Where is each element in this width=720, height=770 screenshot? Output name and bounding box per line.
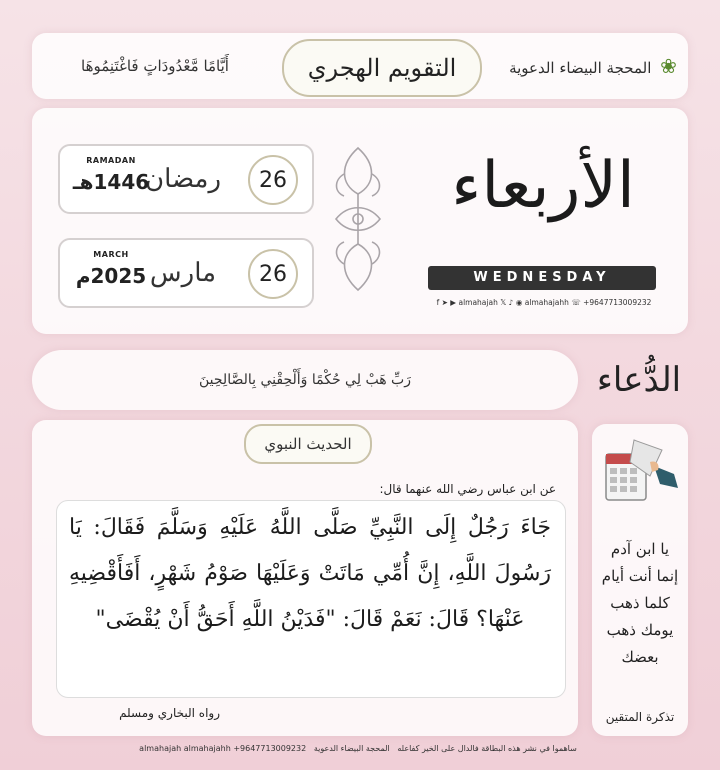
calendar-page-icon [600, 432, 680, 506]
reminder-panel [592, 424, 688, 736]
phone-number[interactable]: +9647713009232 [583, 298, 652, 307]
reminder-line: يا ابن آدم [610, 540, 670, 558]
footer [130, 740, 586, 758]
gregorian-month: مارس [149, 258, 217, 288]
footer-phone[interactable]: +9647713009232 [233, 744, 307, 753]
hadith-text: جَاءَ رَجُلٌ إِلَى النَّبِيِّ صَلَّى اللَّهُ عَلَيْهِ وَسَلَّمَ فَقَالَ: يَا رَسُولَ اللَّهِ، إِنَّ أُمِّي مَاتَتْ وَعَلَيْهَا صَوْمُ شَهْرٍ، أَفَأَقْضِيهِ عَنْهَا؟ قَالَ: نَعَمْ قَالَ: "فَدَيْنُ اللَّهِ أَحَقُّ أَنْ يُقْضَى" [69, 515, 551, 632]
hijri-date-box [58, 144, 314, 214]
instagram-icon[interactable]: ◉ [515, 298, 523, 307]
weekday-arabic: الأربعاء [451, 149, 635, 223]
social-handle-2[interactable]: almahajahh [524, 298, 569, 307]
footer-note: ساهموا في نشر هذه البطاقة فالدال على الخير كفاعله [397, 744, 577, 753]
reminder-line: يومك ذهب [606, 621, 674, 639]
gregorian-date-box [58, 238, 314, 308]
telegram-icon[interactable]: ➤ [441, 298, 448, 307]
header-logo [508, 47, 678, 85]
logo-mark-icon: ❀ [660, 54, 677, 78]
header-verse: أَيَّامًا مَّعْدُودَاتٍ فَاغْتَنِمُوهَا [81, 57, 229, 75]
hijri-month-en: RAMADAN [86, 156, 136, 165]
reminder-text [596, 536, 684, 671]
youtube-icon[interactable]: ▶ [450, 298, 457, 307]
gregorian-year: 2025م [75, 264, 147, 288]
hadith-title: الحديث النبوي [244, 424, 372, 464]
header-panel [32, 33, 688, 99]
reminder-caption: تذكرة المتقين [605, 710, 675, 724]
hadith-box [56, 500, 566, 698]
footer-handle[interactable]: almahajah [139, 744, 182, 753]
calendar-title: التقويم الهجري [282, 39, 482, 97]
hijri-day: 26 [248, 155, 298, 205]
reminder-line: بعضك [621, 648, 659, 666]
weekday-english: WEDNESDAY [428, 266, 656, 290]
dua-panel [32, 350, 578, 410]
footer-logo-text: المحجة البيضاء الدعوية [313, 744, 390, 753]
social-links [424, 298, 664, 312]
tiktok-icon[interactable]: ♪ [508, 298, 514, 307]
facebook-icon[interactable]: f [436, 298, 440, 307]
hadith-source: رواه البخاري ومسلم [119, 706, 220, 720]
reminder-line: إنما أنت أيام [601, 567, 679, 585]
whatsapp-icon[interactable]: ☏ [571, 298, 581, 307]
hijri-month: رمضان [144, 164, 222, 194]
gregorian-day: 26 [248, 249, 298, 299]
reminder-line: كلما ذهب [610, 594, 670, 612]
dua-text: رَبِّ هَبْ لِي حُكْمًا وَأَلْحِقْنِي بِالصَّالِحِينَ [199, 372, 411, 388]
gregorian-month-en: MARCH [93, 250, 129, 259]
dua-title: الدُّعاء [596, 360, 682, 400]
hadith-panel [32, 420, 578, 736]
social-handle[interactable]: almahajah [458, 298, 498, 307]
date-panel [32, 108, 688, 334]
hijri-year: 1446هـ [72, 170, 150, 194]
x-icon[interactable]: 𝕏 [500, 298, 507, 307]
logo-text: المحجة البيضاء الدعوية [509, 59, 652, 77]
hadith-narrator: عن ابن عباس رضي الله عنهما قال: [379, 482, 556, 496]
footer-handle-2[interactable]: almahajahh [183, 744, 231, 753]
ornament-divider-icon [330, 144, 386, 294]
